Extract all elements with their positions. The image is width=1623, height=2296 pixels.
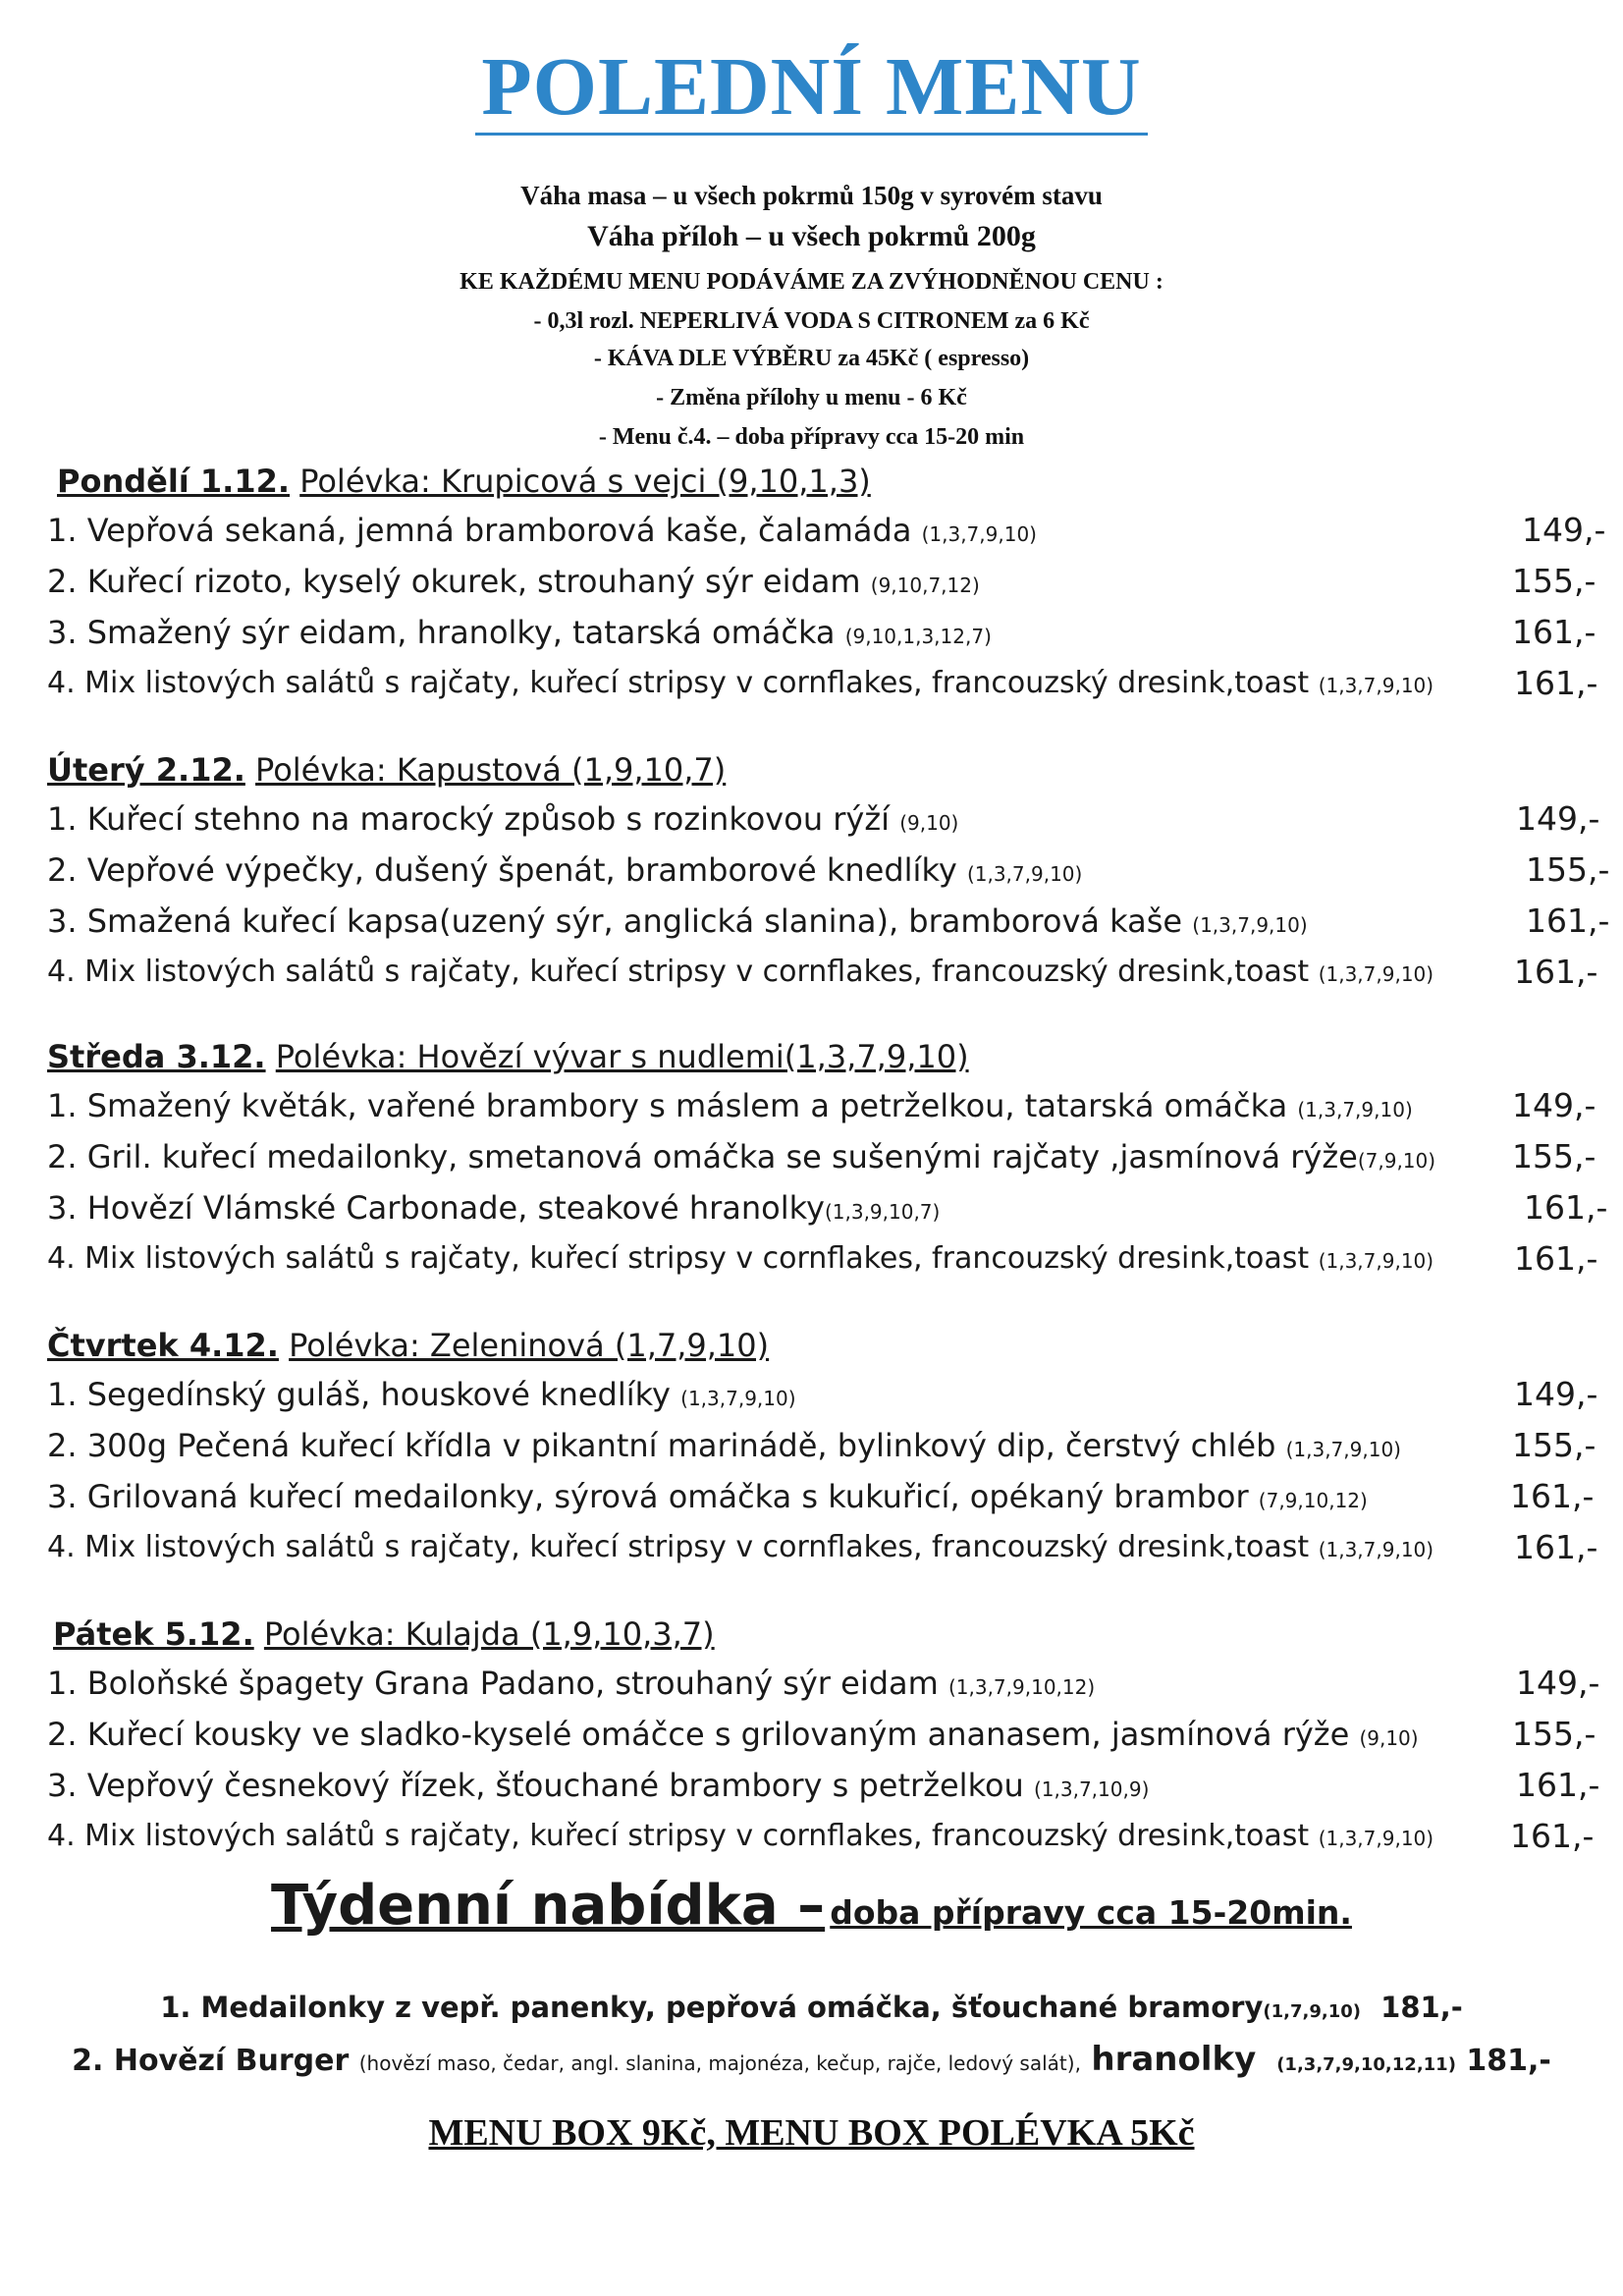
item-allergens: (9,10) xyxy=(899,811,959,835)
weekly-subtitle: doba přípravy cca 15-20min. xyxy=(830,1893,1352,1932)
menu-item xyxy=(47,505,1606,556)
item-text: 2. Kuřecí kousky ve sladko-kyselé omáčce s grilovaným ananasem, jasmínová rýže xyxy=(47,1716,1350,1753)
weekly-offer-heading xyxy=(0,1874,1623,1938)
item-allergens: (1,3,7,9,10) xyxy=(1318,962,1434,986)
item-text: 2. Kuřecí rizoto, kyselý okurek, strouhaný sýr eidam xyxy=(47,563,861,600)
weekly-title: Týdenní nabídka – xyxy=(271,1874,826,1938)
day-soup: Polévka: Hovězí vývar s nudlemi(1,3,7,9,10) xyxy=(275,1038,969,1075)
item-text: 1. Vepřová sekaná, jemná bramborová kaše, čalamáda xyxy=(47,512,912,549)
menu-item xyxy=(47,1080,1598,1131)
menu-item xyxy=(47,845,1610,896)
day-soup: Polévka: Zeleninová (1,7,9,10) xyxy=(289,1327,770,1364)
menu-item xyxy=(47,556,1598,607)
item-text: 4. Mix listových salátů s rajčaty, kuřecí stripsy v cornflakes, francouzský dresink,toast xyxy=(47,1530,1310,1564)
item-allergens: (1,3,7,9,10) xyxy=(1318,674,1434,697)
day-name: Pondělí 1.12. xyxy=(57,463,291,500)
item-allergens: (1,3,7,9,10) xyxy=(1318,1538,1434,1561)
day-soup: Polévka: Kapustová (1,9,10,7) xyxy=(255,751,727,789)
info-offer-heading: KE KAŽDÉMU MENU PODÁVÁME ZA ZVÝHODNĚNOU CENU : xyxy=(460,269,1163,295)
item-text: 3. Vepřový česnekový řízek, šťouchané brambory s petrželkou xyxy=(47,1767,1024,1804)
item-text: 2. 300g Pečená kuřecí křídla v pikantní marinádě, bylinkový dip, čerstvý chléb xyxy=(47,1427,1276,1464)
item-text: 2. Vepřové výpečky, dušený špenát, bramborové knedlíky xyxy=(47,851,957,889)
item-price: 149,- xyxy=(1514,1375,1598,1413)
day-name: Středa 3.12. xyxy=(47,1038,266,1075)
item-allergens: (1,3,7,9,10) xyxy=(1192,913,1308,937)
day-friday xyxy=(47,1614,1598,1862)
item-text: 3. Hovězí Vlámské Carbonade, steakové hranolky xyxy=(47,1189,825,1227)
menu-item xyxy=(47,1811,1598,1862)
day-soup: Polévka: Krupicová s vejci (9,10,1,3) xyxy=(299,463,871,500)
item-price: 161,- xyxy=(1524,1188,1608,1227)
item-allergens: (7,9,10) xyxy=(1357,1149,1436,1173)
item-price: 155,- xyxy=(1526,850,1610,889)
day-header xyxy=(47,1326,1598,1369)
item-allergens: (1,3,7,9,10) xyxy=(921,522,1037,546)
item-side: hranolky xyxy=(1091,2040,1257,2079)
item-ingredients: (hovězí maso, čedar, angl. slanina, majonéza, kečup, rajče, ledový salát), xyxy=(358,2051,1081,2075)
item-price: 161,- xyxy=(1512,613,1596,651)
weekly-item-2 xyxy=(0,2040,1623,2079)
item-text: 1. Smažený květák, vařené brambory s máslem a petrželkou, tatarská omáčka xyxy=(47,1087,1288,1124)
menu-item xyxy=(47,1369,1598,1420)
day-monday xyxy=(47,462,1606,709)
day-header xyxy=(47,750,1598,793)
day-wednesday xyxy=(47,1037,1608,1285)
item-text: 1. Segedínský guláš, houskové knedlíky xyxy=(47,1376,671,1413)
info-coffee: - KÁVA DLE VÝBĚRU za 45Kč ( espresso) xyxy=(593,346,1030,371)
menu-item xyxy=(47,1658,1598,1709)
item-price: 161,- xyxy=(1514,664,1598,702)
item-price: 181,- xyxy=(1380,1991,1463,2024)
item-text: 4. Mix listových salátů s rajčaty, kuřecí stripsy v cornflakes, francouzský dresink,toast xyxy=(47,955,1310,989)
item-text: 1. Boloňské špagety Grana Padano, strouhaný sýr eidam xyxy=(47,1665,939,1702)
item-price: 155,- xyxy=(1512,1137,1596,1175)
item-allergens: (9,10,1,3,12,7) xyxy=(844,625,992,648)
day-tuesday xyxy=(47,750,1610,998)
menu-item xyxy=(47,793,1598,845)
item-price: 161,- xyxy=(1514,953,1598,991)
menu-box-footer: MENU BOX 9Kč, MENU BOX POLÉVKA 5Kč xyxy=(428,2112,1195,2154)
item-text: 3. Grilovaná kuřecí medailonky, sýrová omáčka s kukuřicí, opékaný brambor xyxy=(47,1478,1249,1515)
menu-item xyxy=(47,896,1610,947)
item-allergens: (9,10,7,12) xyxy=(870,574,980,597)
page-title: POLEDNÍ MENU xyxy=(0,39,1623,135)
item-price: 161,- xyxy=(1514,1239,1598,1278)
day-name: Pátek 5.12. xyxy=(53,1615,254,1653)
info-water: - 0,3l rozl. NEPERLIVÁ VODA S CITRONEM za 6 Kč xyxy=(533,308,1090,334)
menu-item xyxy=(47,658,1598,709)
day-header xyxy=(47,1037,1598,1080)
item-price: 181,- xyxy=(1466,2044,1551,2078)
weekly-item-1 xyxy=(0,1991,1623,2024)
info-side-weight: Váha příloh – u všech pokrmů 200g xyxy=(587,220,1036,252)
info-menu4-time: - Menu č.4. – doba přípravy cca 15-20 min xyxy=(598,424,1025,450)
item-allergens: (1,3,7,9,10,12,11) xyxy=(1276,2054,1456,2075)
item-text: 3. Smažená kuřecí kapsa(uzený sýr, anglická slanina), bramborová kaše xyxy=(47,902,1183,940)
item-text: 2. Gril. kuřecí medailonky, smetanová omáčka se sušenými rajčaty ,jasmínová rýže xyxy=(47,1138,1358,1175)
menu-item xyxy=(47,1420,1598,1471)
menu-item xyxy=(47,607,1598,658)
item-allergens: (1,3,7,9,10) xyxy=(966,862,1083,886)
item-price: 155,- xyxy=(1512,562,1596,600)
item-allergens: (1,3,7,9,10) xyxy=(1297,1098,1413,1121)
item-allergens: (1,3,7,9,10) xyxy=(1285,1438,1401,1461)
item-price: 161,- xyxy=(1526,902,1610,940)
day-header xyxy=(47,462,1598,505)
item-text: 3. Smažený sýr eidam, hranolky, tatarská omáčka xyxy=(47,614,836,651)
item-allergens: (1,3,7,10,9) xyxy=(1033,1777,1150,1801)
item-text: 2. Hovězí Burger xyxy=(72,2044,350,2078)
item-allergens: (1,7,9,10) xyxy=(1263,2001,1361,2022)
item-price: 155,- xyxy=(1512,1715,1596,1753)
item-price: 149,- xyxy=(1516,799,1600,838)
item-text: 1. Medailonky z vepř. panenky, pepřová omáčka, šťouchané bramory xyxy=(160,1991,1264,2024)
item-price: 149,- xyxy=(1522,511,1606,549)
item-price: 149,- xyxy=(1512,1086,1596,1124)
item-price: 149,- xyxy=(1516,1664,1600,1702)
item-allergens: (1,3,7,9,10) xyxy=(1318,1827,1434,1850)
menu-item xyxy=(47,1760,1598,1811)
item-price: 161,- xyxy=(1510,1477,1595,1515)
item-allergens: (1,3,7,9,10) xyxy=(680,1387,796,1410)
item-allergens: (7,9,10,12) xyxy=(1258,1489,1368,1512)
item-price: 161,- xyxy=(1516,1766,1600,1804)
menu-item xyxy=(47,1709,1598,1760)
day-name: Čtvrtek 4.12. xyxy=(47,1327,279,1364)
day-header xyxy=(47,1614,1598,1658)
day-name: Úterý 2.12. xyxy=(47,751,245,789)
item-text: 4. Mix listových salátů s rajčaty, kuřecí stripsy v cornflakes, francouzský dresink,toast xyxy=(47,1241,1310,1276)
item-allergens: (1,3,7,9,10) xyxy=(1318,1249,1434,1273)
item-text: 4. Mix listových salátů s rajčaty, kuřecí stripsy v cornflakes, francouzský dresink,toast xyxy=(47,666,1310,700)
item-allergens: (1,3,7,9,10,12) xyxy=(947,1675,1096,1699)
menu-item xyxy=(47,1182,1608,1233)
item-price: 155,- xyxy=(1512,1426,1596,1464)
info-side-change: - Změna přílohy u menu - 6 Kč xyxy=(656,385,967,410)
item-text: 1. Kuřecí stehno na marocký způsob s rozinkovou rýží xyxy=(47,800,891,838)
menu-item xyxy=(47,1131,1598,1182)
menu-item xyxy=(47,1471,1598,1522)
item-text: 4. Mix listových salátů s rajčaty, kuřecí stripsy v cornflakes, francouzský dresink,toast xyxy=(47,1819,1310,1853)
menu-item xyxy=(47,1522,1598,1573)
item-price: 161,- xyxy=(1514,1528,1598,1566)
menu-item xyxy=(47,1233,1598,1285)
item-allergens: (1,3,9,10,7) xyxy=(824,1200,941,1224)
menu-item xyxy=(47,947,1598,998)
item-allergens: (9,10) xyxy=(1359,1726,1419,1750)
info-meat-weight: Váha masa – u všech pokrmů 150g v syrovém stavu xyxy=(520,181,1103,210)
day-thursday xyxy=(47,1326,1598,1573)
day-soup: Polévka: Kulajda (1,9,10,3,7) xyxy=(263,1615,715,1653)
item-price: 161,- xyxy=(1510,1817,1595,1855)
